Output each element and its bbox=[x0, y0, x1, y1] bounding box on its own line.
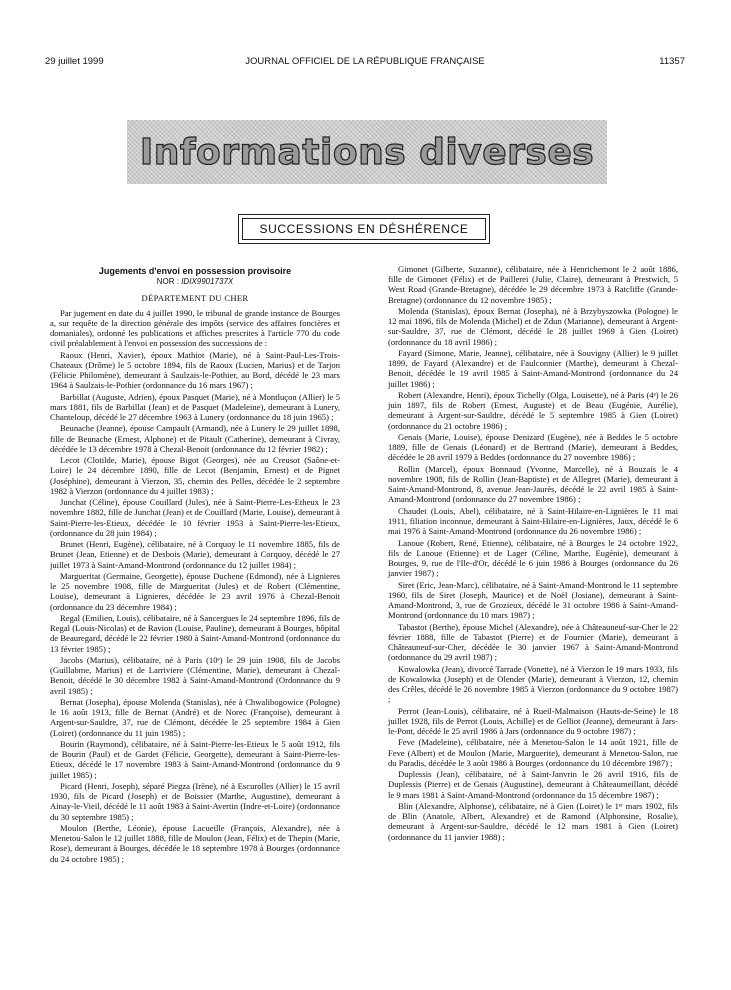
paragraph: Gimonet (Gilberte, Suzanne), célibataire, née à Henrichemont le 2 août 1886, fille de Gimonet (Félix) et de Paillerei (Julie, Claire), demeurant à Prestwich, 5 West Road (Grande-Bretagne), décédée le 29 décembre 1973 à Ratcliffe (Grande-Bretagne) (ordonnance du 12 novembre 1985) ; bbox=[388, 264, 678, 305]
section-heading: SUCCESSIONS EN DÉSHÉRENCE bbox=[242, 218, 486, 240]
section-banner bbox=[127, 120, 607, 184]
paragraph: Regal (Emilien, Louis), célibataire, né à Sancergues le 24 septembre 1896, fils de Regal (Louis-Nicolas) et de Ravion (Louise, Pauline), demeurant à Bourges, hôpital de Beauregard, décédé le 22 février 1980 à Saint-Amand-Montrond (ordonnance du 13 février 1985) ; bbox=[50, 613, 341, 654]
department-heading: DÉPARTEMENT DU CHER bbox=[141, 293, 249, 304]
paragraph: Junchat (Céline), épouse Couillard (Jules), née à Saint-Pierre-Les-Etheux le 23 novembre 1882, fille de Junchat (Jean) et de Couillard (Marie, Louise), demeurant à Saint-Pierre-les-Etieux, décédée le 10 février 1953 à Saint-Pierre-les-Etieux, (ordonnance du 28 juin 1984) ; bbox=[50, 497, 340, 538]
paragraph: Genais (Marie, Louise), épouse Denizard (Eugène), née à Beddes le 5 octobre 1889, fille de Genais (Léonard) et de Bertrand (Marie), demeurant à Beddes, décédée le 28 avril 1979 à Beddes (ordonnance du 27 novembre 1986) ; bbox=[388, 432, 678, 463]
paragraph: Duplessis (Jean), célibataire, né à Saint-Janvrin le 26 avril 1916, fils de Duplessis (Pierre) et de Genais (Augustine), demeurant à Châteaumeillant, décédé le 9 mars 1981 à Saint-Amand-Montrond (ordonnance du 15 décembre 1987) ; bbox=[388, 769, 678, 800]
page-number: 11357 bbox=[659, 56, 685, 67]
paragraph: Raoux (Henri, Xavier), époux Mathiot (Marie), né à Saint-Paul-Les-Trois-Chateaux (Drôme) le 5 octobre 1894, fils de Raoux (Lucien, Marius) et de Tarjon (Félicie Philomène), demeurant à Saulzais-le-Pothier, au Bord, décédé le 23 mars 1964 à Saulzais-le-Pothier (ordonnance du 16 mars 1967) ; bbox=[50, 349, 340, 391]
right-column bbox=[388, 264, 678, 843]
paragraph: Barbillat (Auguste, Adrien), époux Pasquet (Marie), né à Montluçon (Allier) le 5 mars 1881, fils de Barbillat (Jean) et de Pasquet (Madeleine), demeurant à Lunery, Chanteloup, décédé le 27 décembre 1963 à Lunery (ordonnance du 18 juin 1965) ; bbox=[50, 391, 340, 423]
paragraph: Jacobs (Marius), célibataire, né à Paris (10ᵉ) le 29 juin 1908, fils de Jacobs (Guillabme, Marius) et de Larriviere (Clémentine, Marie), demeurant à Chezal-Benoit, décédé le 30 décembre 1982 à Saint-Amand-Montrond (Ordonnance du 9 avril 1985) ; bbox=[50, 655, 340, 696]
paragraph: Kowalowka (Jean), divorcé Tarrade (Vonette), né à Vierzon le 19 mars 1933, fils de Kowalowka (Joseph) et de Olender (Marie), demeurant à Vierzon, 12, chemin des Crêles, décédé le 26 novembre 1985 à Vierzon (ordonnance du 9 octobre 1987) ; bbox=[388, 663, 678, 705]
nor-label: NOR : bbox=[156, 277, 179, 287]
paragraph: Feve (Madeleine), célibataire, née à Menetou-Salon le 14 août 1921, fille de Feve (Albert) et de Moulon (Marie, Marguerite), demeurant à Menetou-Salon, rue du Paradis, décédée le 3 août 1986 à Bourges (ordonnance du 10 décembre 1987) ; bbox=[388, 737, 678, 768]
paragraph: Molenda (Stanislas), époux Bernat (Josepha), né à Brzybyszowka (Pologne) le 12 mai 1896, fils de Molenda (Michel) et de Zdun (Marianne), demeurant à Argent-sur-Sauldre, 37, rue de Clémont, décédé le 28 juillet 1969 à Gien (Loiret) (ordonnance du 18 avril 1986) ; bbox=[388, 306, 678, 347]
nor-reference bbox=[50, 277, 340, 287]
paragraph: Lecot (Clotilde, Marie), épouse Bigot (Georges), née au Creusot (Saône-et-Loire) le 24 décembre 1890, fille de Lecot (Benjamin, Ernest) et de Pignet (Joséphine), demeurant à Vierzon, 35, chemin des Pelles, décédée le 2 septembre 1982 à Vierzon (ordonnance du 4 juillet 1983) ; bbox=[50, 455, 340, 496]
article-title: Jugements d'envoi en possession provisoire bbox=[98, 266, 292, 276]
paragraph: Lanoue (Robert, René, Etienne), célibataire, né à Bourges le 24 octobre 1922, fils de Lanoue (Etienne) et de Lager (Céline, Marthe, Eugénie), demeurant à Bourges, 9, rue de l'Ile-d'Or, décédé le 6 juin 1986 à Bourges (ordonnance du 26 janvier 1987) ; bbox=[388, 537, 678, 579]
paragraph: Margueritat (Germaine, Georgette), épouse Duchene (Edmond), née à Lignieres le 25 novembre 1908, fille de Margueritat (Jules) et de Robert (Clémentine, Louise), demeurant à Lignieres, décédée le 23 avril 1976 à Chezal-Benoit (ordonnance du 23 décembre 1984) ; bbox=[50, 571, 340, 612]
banner-title: Informations diverses bbox=[139, 131, 595, 173]
paragraph: Robert (Alexandre, Henri), époux Tichelly (Olga, Louisette), né à Paris (4ᵉ) le 26 juin 1897, fils de Robert (Ernest, Auguste) et de Beau (Eugénie, Aurélie), demeurant à Argent-sur-Sauldre, décédé le 5 septembre 1985 à Gien (Loiret) (ordonnance du 21 octobre 1986) ; bbox=[388, 390, 678, 431]
paragraph: Par jugement en date du 4 juillet 1990, le tribunal de grande instance de Bourges a, sur requête de la direction générale des impôts (service des affaires foncières et domaniales), ordonné les publications et affiches prescrites à l'article 770 du code civil préalablement à l'envoi en possession des successions de : bbox=[50, 307, 340, 349]
paragraph: Beunache (Jeanne), épouse Campault (Armand), née à Lunery le 29 juillet 1898, fille de Beunache (Ernest, Alphone) et de Pitault (Catherine), demeurant à Civray, décédée le 13 décembre 1978 à Chezal-Benoit (ordonnance du 12 février 1982) ; bbox=[50, 423, 340, 454]
paragraph: Bernat (Josepha), épouse Molenda (Stanislas), née à Chwalibogowice (Pologne) le 16 août 1913, fille de Bernat (André) et de Norec (Françoise), demeurant à Argent-sur-Sauldre, 37, rue de Clémont, décédée le 25 septembre 1984 à Gien (Loiret) (ordonnance du 11 juin 1985) ; bbox=[50, 697, 340, 738]
nor-code: IDIX9901737X bbox=[181, 277, 234, 287]
journal-title: JOURNAL OFFICIEL DE LA RÉPUBLIQUE FRANÇAISE bbox=[245, 56, 485, 67]
left-column bbox=[50, 266, 340, 865]
paragraph: Blin (Alexandre, Alphonse), célibataire, né à Gien (Loiret) le 1ᵉʳ mars 1902, fils de Blin (Anatole, Albert, Alexandre) et de Ramond (Alphonsine, Rosalie), demeurant à Argent-sur-Sauldre, décédé le 12 mars 1981 à Gien (Loiret) (ordonnance du 11 janvier 1988) ; bbox=[388, 800, 678, 842]
paragraph: Rollin (Marcel), époux Bonnaud (Yvonne, Marcelle), né à Bouzais le 4 novembre 1908, fils de Rollin (Jean-Baptiste) et de Allegret (Marie), demeurant à Saint-Amand-Montrond, 8, avenue Jean-Jaurès, décédé le 22 avril 1985 à Saint-Amand-Montrond (ordonnance du 27 novembre 1986) ; bbox=[388, 463, 678, 505]
paragraph: Fayard (Simone, Marie, Jeanne), célibataire, née à Souvigny (Allier) le 9 juillet 1899, de Fayard (Alexandre) et de Faulconnier (Marthe), demeurant à Chezal-Benoit, décédée le 19 avril 1985 à Saint-Amand-Montrond (ordonnance du 24 juillet 1986) ; bbox=[388, 348, 678, 389]
paragraph: Picard (Henri, Joseph), séparé Piegza (Irène), né à Escurolles (Allier) le 15 avril 1930, fils de Picard (Joseph) et de Boissier (Marthe, Augustine), demeurant à Ainay-le-Vieil, décédé le 11 août 1983 à Saint-Avertin (Indre-et-Loire) (ordonnance du 30 septembre 1985) ; bbox=[50, 781, 340, 822]
right-paragraphs bbox=[388, 264, 678, 842]
paragraph: Moulon (Berthe, Léonie), épouse Lacueille (François, Alexandre), née à Menetou-Salon le 12 juillet 1888, fille de Moulon (Jean, Félix) et de Thepin (Marie, Rose), demeurant à Bourges, décédée le 18 septembre 1978 à Bourges (ordonnance du 24 octobre 1985) ; bbox=[50, 823, 340, 864]
paragraph: Bourin (Raymond), célibataire, né à Saint-Pierre-les-Etieux le 5 août 1912, fils de Bourin (Paul) et de Gardet (Félicie, Georgette), demeurant à Saint-Pierre-les-Etieux, décédé le 17 novembre 1983 à Saint-Amand-Montrond (ordonnance du 9 juillet 1985) ; bbox=[50, 739, 340, 780]
paragraph: Brunet (Henri, Eugène), célibataire, né à Corquoy le 11 novembre 1885, fils de Brunet (Jean, Etienne) et de Desbois (Marie), demeurant à Corquoy, décédé le 27 juillet 1973 à Saint-Amand-Montrond (ordonnance du 12 juillet 1984) ; bbox=[50, 539, 340, 570]
paragraph: Chaudet (Louis, Abel), célibataire, né à Saint-Hilaire-en-Lignières le 11 mai 1911, filiation inconnue, demeurant à Saint-Hilaire-en-Lignières, Jaux, décédé le 6 mai 1976 à Saint-Amand-Montrond (ordonnance du 26 novembre 1986) ; bbox=[388, 505, 678, 537]
paragraph: Siret (Eric, Jean-Marc), célibataire, né à Saint-Amand-Montrond le 11 septembre 1960, fils de Siret (Joseph, Maurice) et de Noël (Josiane), demeurant à Saint-Amand-Montrond, 3, rue de Grozieux, décédé le 31 octobre 1986 à Saint-Amand-Montrond (ordonnance du 10 mars 1987) ; bbox=[388, 579, 678, 621]
paragraph: Perrot (Jean-Louis), célibataire, né à Rueil-Malmaison (Hauts-de-Seine) le 18 juillet 1928, fils de Perrot (Louis, Achille) et de Gelliot (Jeanne), demeurant à Jars-le-Pont, décédé le 25 avril 1986 à Jars (ordonnance du 9 octobre 1987) ; bbox=[388, 705, 678, 736]
section-heading-box bbox=[238, 214, 490, 244]
issue-date: 29 juillet 1999 bbox=[45, 56, 104, 67]
paragraph: Tabastot (Berthe), épouse Michel (Alexandre), née à Châteauneuf-sur-Cher le 22 février 1888, fille de Tabastot (Pierre) et de Fournier (Marie), demeurant à Châteauneuf-sur-Cher, décédée le 30 janvier 1967 à Saint-Amand-Montrond (ordonnance du 29 avril 1987) ; bbox=[388, 621, 678, 663]
page-header bbox=[45, 56, 685, 70]
left-paragraphs bbox=[50, 308, 340, 864]
